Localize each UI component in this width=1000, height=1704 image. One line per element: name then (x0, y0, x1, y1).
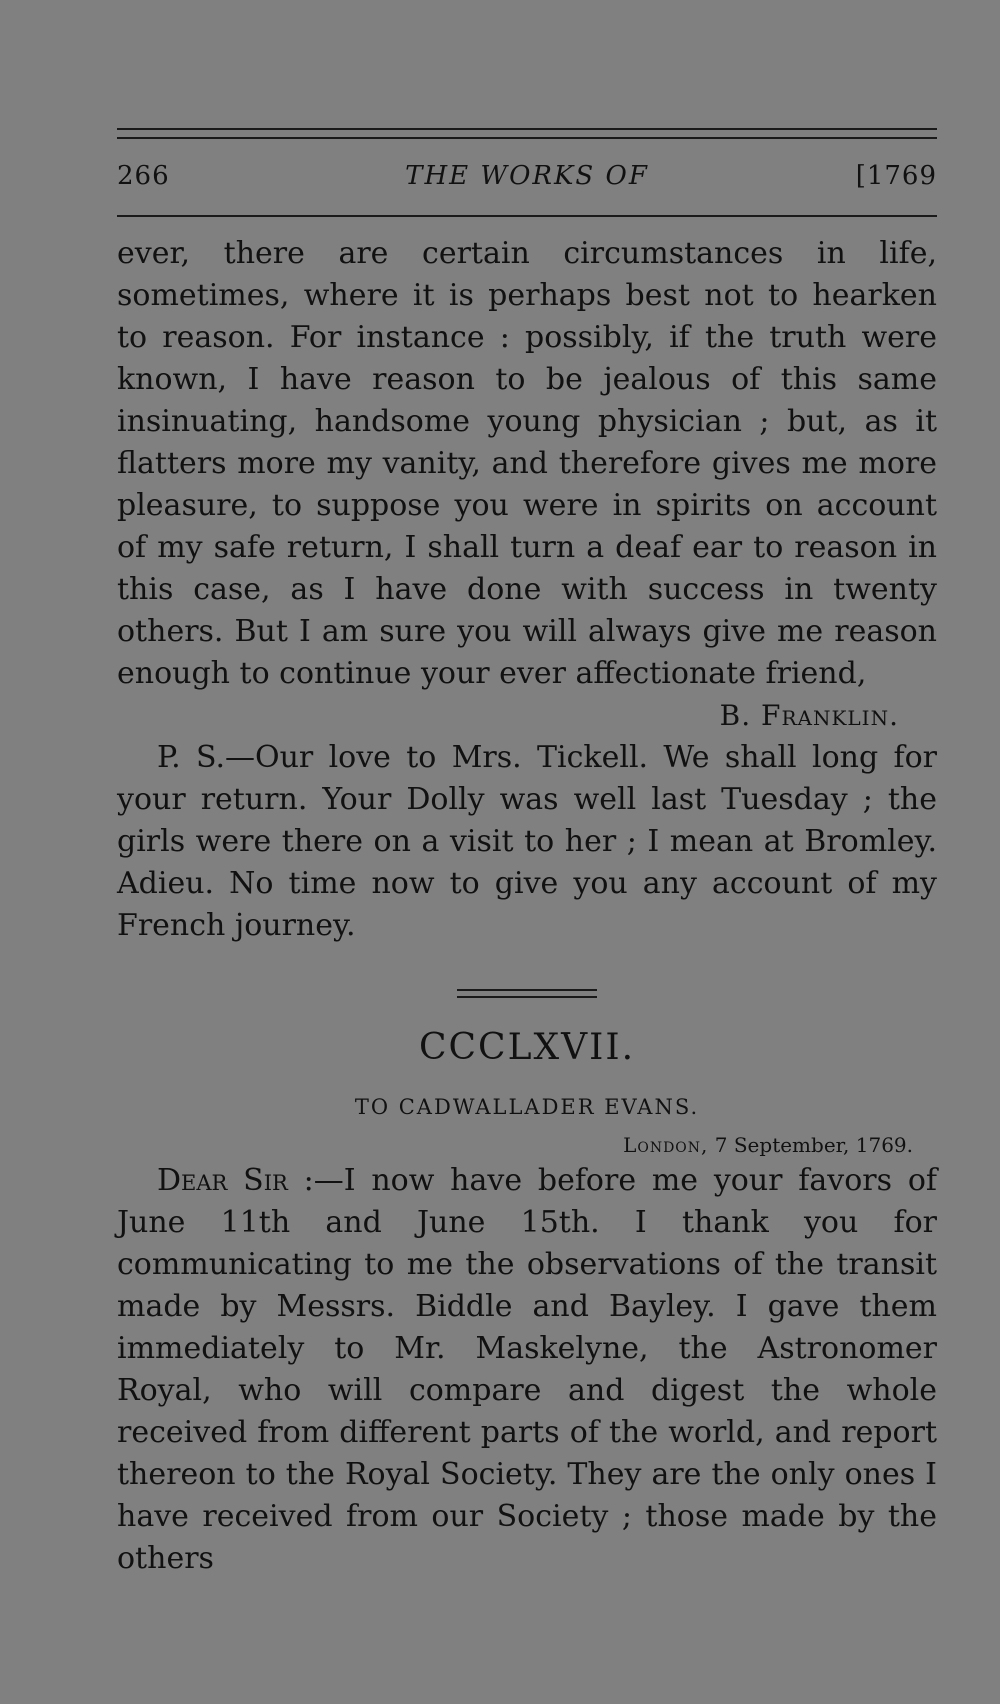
section-separator (457, 989, 597, 998)
postscript-paragraph: P. S.—Our love to Mrs. Tickell. We shall long for your return. Your Dolly was well last Tuesday ; the girls were there on a visit to her ; I mean at Bromley. Adieu. No time now to give you any account of my French journey. (117, 740, 937, 943)
running-title: THE WORKS OF (405, 161, 649, 191)
letter-recipient: TO CADWALLADER EVANS. (354, 1095, 700, 1119)
book-page (117, 128, 937, 1580)
signature: B. Franklin. (719, 699, 899, 732)
letter-number: CCCLXVII. (418, 1027, 636, 1068)
header-year: [1769 (855, 161, 937, 191)
salutation: Dear Sir (157, 1163, 288, 1198)
letter-body-paragraph (117, 1160, 937, 1580)
page-number: 266 (117, 161, 170, 191)
running-header (117, 161, 937, 201)
letter-body-text: :—I now have before me your favors of June 11th and June 15th. I thank you for communicating to me the observations of the transit made by Messrs. Biddle and Bayley. I gave them immediately to Mr. Maskelyne, the Astronomer Royal, who will compare and digest the whole received from different parts of the world, and report thereon to the Royal Society. They are the only ones I have received from our Society ; those made by the others (117, 1163, 937, 1576)
continuation-paragraph: ever, there are certain circumstances in life, sometimes, where it is perhaps best not to hearken to reason. For instance : possibly, if the truth were known, I have reason to be jealous of this same insinuating, handsome young physician ; but, as it flatters more my vanity, and therefore gives me more pleasure, to suppose you were in spirits on account of my safe return, I shall turn a deaf ear to reason in this case, as I have done with success in twenty others. But I am sure you will always give me reason enough to continue your ever affectionate friend, (117, 236, 937, 691)
dateline-date: 7 September, 1769. (714, 1133, 913, 1157)
top-double-rule (117, 128, 937, 139)
letter-dateline (117, 1130, 937, 1160)
dateline-place: London, (623, 1133, 709, 1157)
header-rule (117, 215, 937, 217)
